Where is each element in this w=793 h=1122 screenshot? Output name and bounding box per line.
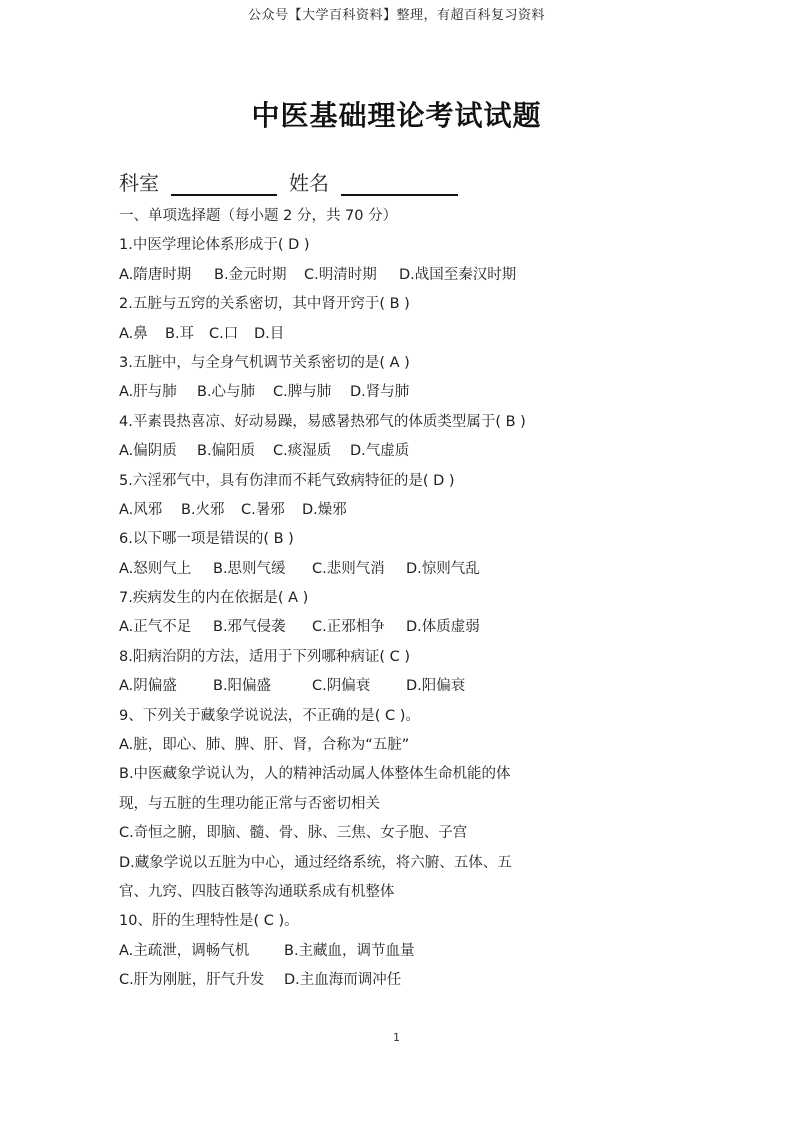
answer-line: D.藏象学说以五脏为中心，通过经络系统，将六腑、五体、五 xyxy=(119,854,512,871)
exam-content xyxy=(119,202,679,996)
answer-line: B.中医藏象学说认为，人的精神活动属人体整体生命机能的体 xyxy=(119,766,511,783)
question-stem: 7.疾病发生的内在依据是( A ) xyxy=(119,590,309,607)
option: C.悲则气消 xyxy=(312,560,385,577)
option: B.思则气缓 xyxy=(213,560,286,577)
answer-line: 官、九窍、四肢百骸等沟通联系成有机整体 xyxy=(119,883,395,900)
option: A.鼻 xyxy=(119,325,148,342)
question-stem: 8.阳病治阴的方法，适用于下列哪种病证( C ) xyxy=(119,648,410,665)
question-stem: 3.五脏中，与全身气机调节关系密切的是( A ) xyxy=(119,354,410,371)
option-row xyxy=(119,437,679,466)
answer-line: C.奇恒之腑，即脑、髓、骨、脉、三焦、女子胞、子宫 xyxy=(119,825,468,842)
option: D.战国至秦汉时期 xyxy=(399,266,517,283)
option-row xyxy=(119,378,679,407)
option-row xyxy=(119,672,679,701)
option: D.体质虚弱 xyxy=(406,619,480,636)
option: D.惊则气乱 xyxy=(406,560,480,577)
answer-line: A.脏，即心、肺、脾、肝、肾，合称为“五脏” xyxy=(119,737,410,754)
option-row xyxy=(119,966,679,995)
option: C.脾与肺 xyxy=(273,384,332,401)
option-row xyxy=(119,261,679,290)
option: A.主疏泄，调畅气机 xyxy=(119,942,250,959)
dept-blank-field[interactable] xyxy=(171,168,277,196)
name-blank-field[interactable] xyxy=(341,168,458,196)
option: D.主血海而调冲任 xyxy=(284,972,402,989)
option: C.口 xyxy=(209,325,239,342)
option: B.心与肺 xyxy=(197,384,256,401)
option: C.正邪相争 xyxy=(312,619,385,636)
question-stem: 5.六淫邪气中，具有伤津而不耗气致病特征的是( D ) xyxy=(119,472,455,489)
question-stem: 9、下列关于藏象学说说法，不正确的是( C )。 xyxy=(119,707,420,724)
option: B.金元时期 xyxy=(214,266,287,283)
option: D.目 xyxy=(254,325,285,342)
dept-label: 科室 xyxy=(119,171,159,195)
option: A.风邪 xyxy=(119,501,163,518)
option: A.怒则气上 xyxy=(119,560,192,577)
option: A.偏阴质 xyxy=(119,443,177,460)
name-label: 姓名 xyxy=(289,171,329,195)
option: B.邪气侵袭 xyxy=(213,619,286,636)
question-stem: 4.平素畏热喜凉、好动易躁，易感暑热邪气的体质类型属于( B ) xyxy=(119,413,526,430)
option: D.燥邪 xyxy=(302,501,347,518)
option: B.火邪 xyxy=(181,501,225,518)
question-stem: 1.中医学理论体系形成于( D ) xyxy=(119,237,310,254)
option-row xyxy=(119,613,679,642)
option-row xyxy=(119,555,679,584)
option: A.阴偏盛 xyxy=(119,678,177,695)
section-heading: 一、单项选择题（每小题 2 分，共 70 分） xyxy=(119,208,398,224)
option: D.阳偏衰 xyxy=(406,678,466,695)
option: A.肝与肺 xyxy=(119,384,177,401)
option: C.明清时期 xyxy=(304,266,377,283)
option: B.耳 xyxy=(165,325,195,342)
answer-line: 现，与五脏的生理功能正常与否密切相关 xyxy=(119,795,380,812)
option: C.痰湿质 xyxy=(273,443,332,460)
option-row xyxy=(119,320,679,349)
option: D.肾与肺 xyxy=(350,384,410,401)
option: B.主藏血，调节血量 xyxy=(284,942,415,959)
info-row xyxy=(119,166,458,196)
option-row xyxy=(119,496,679,525)
option: A.隋唐时期 xyxy=(119,266,192,283)
question-stem: 2.五脏与五窍的关系密切，其中肾开窍于( B ) xyxy=(119,296,410,313)
option: C.肝为刚脏，肝气升发 xyxy=(119,972,265,989)
option: A.正气不足 xyxy=(119,619,192,636)
question-stem: 6.以下哪一项是错误的( B ) xyxy=(119,531,294,548)
option: B.偏阳质 xyxy=(197,443,256,460)
option-row xyxy=(119,937,679,966)
page-title: 中医基础理论考试试题 xyxy=(251,99,542,132)
question-stem: 10、肝的生理特性是( C )。 xyxy=(119,913,299,930)
option: D.气虚质 xyxy=(350,443,410,460)
page-number: 1 xyxy=(393,1031,400,1044)
header-note: 公众号【大学百科资料】整理，有超百科复习资料 xyxy=(247,8,545,23)
option: C.阴偏衰 xyxy=(312,678,371,695)
option: C.暑邪 xyxy=(241,501,285,518)
option: B.阳偏盛 xyxy=(213,678,272,695)
